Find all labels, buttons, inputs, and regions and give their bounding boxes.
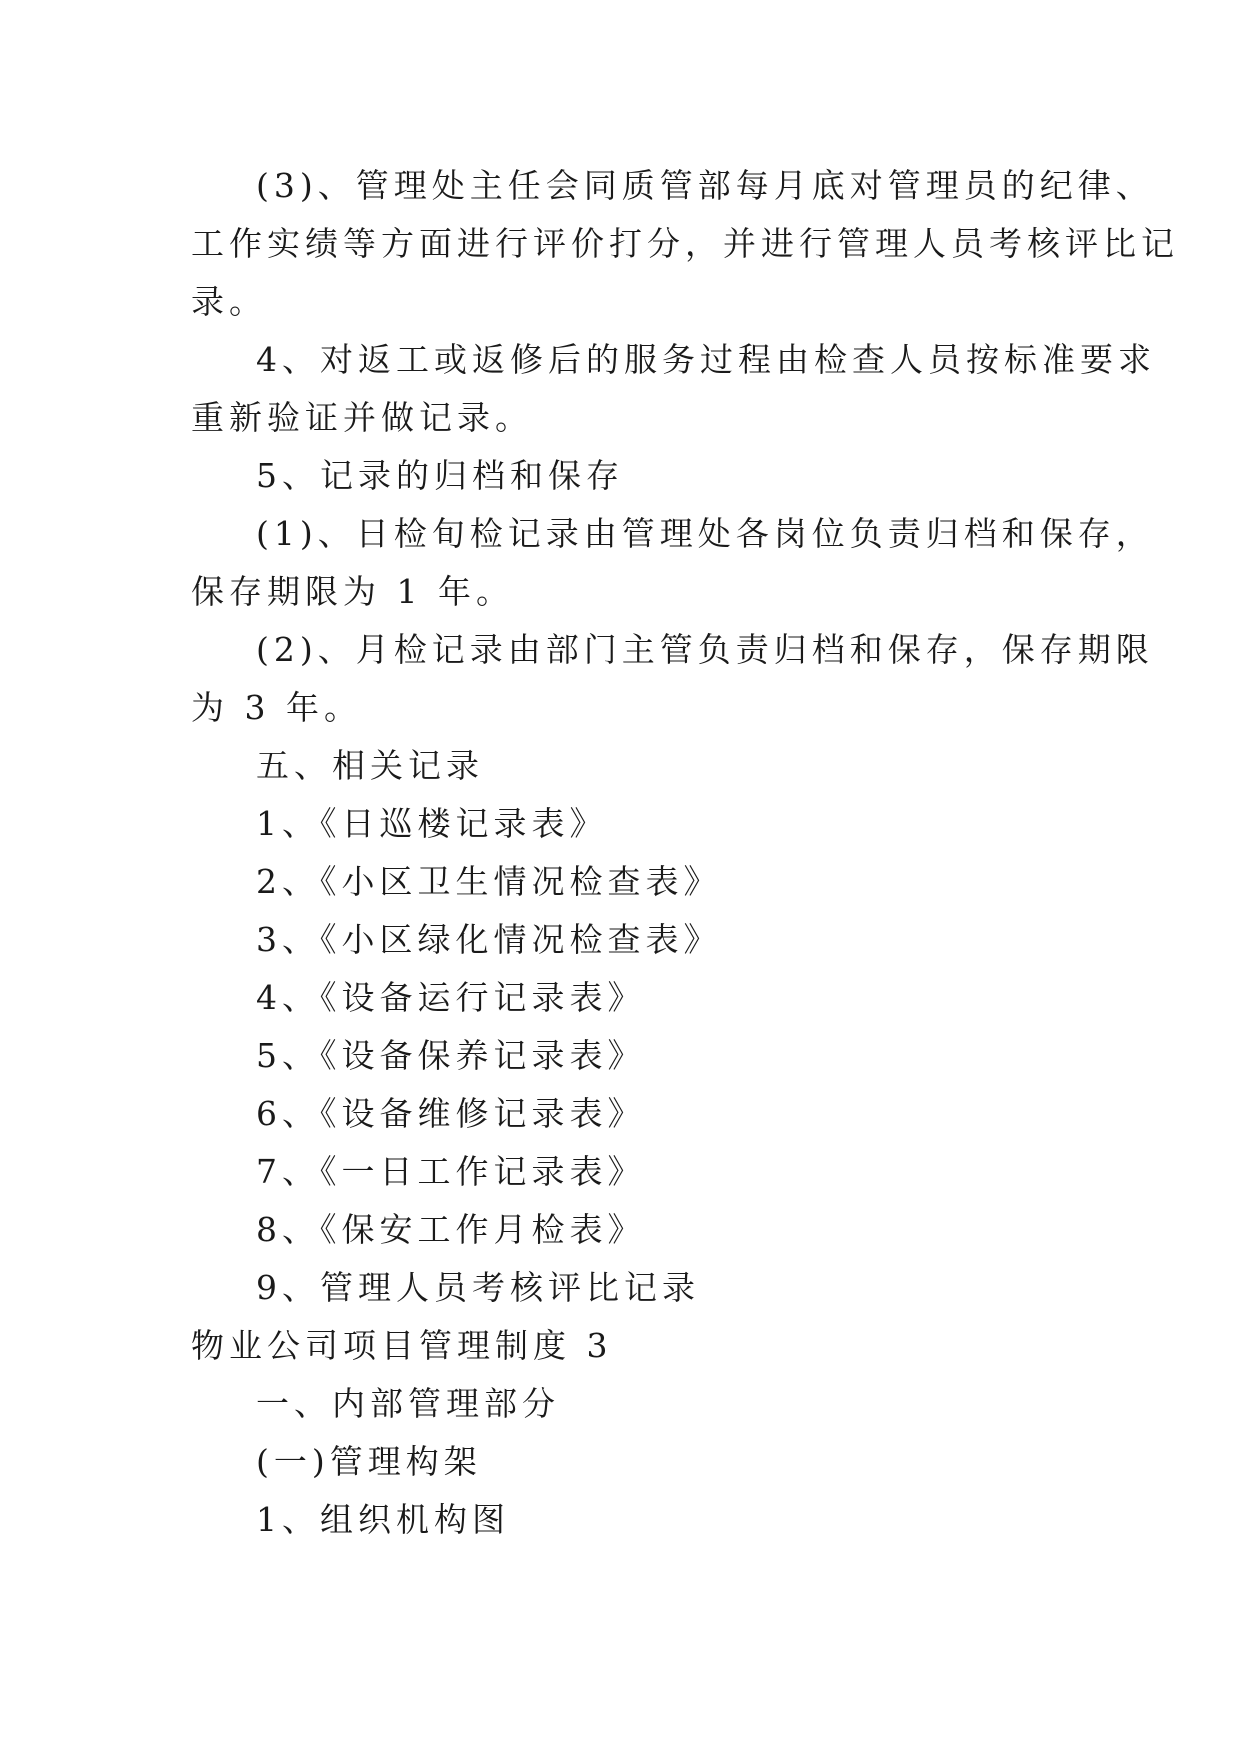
- paragraph-line: (2)、月检记录由部门主管负责归档和保存，保存期限: [256, 630, 1154, 669]
- section-heading: 5、记录的归档和保存: [256, 456, 624, 495]
- section-heading: 五、相关记录: [256, 746, 484, 785]
- paragraph-line: 工作实绩等方面进行评价打分，并进行管理人员考核评比记: [191, 224, 1179, 263]
- list-item: 6、《设备维修记录表》: [256, 1094, 646, 1133]
- list-item: 4、《设备运行记录表》: [256, 978, 646, 1017]
- paragraph-line: (3)、管理处主任会同质管部每月底对管理员的纪律、: [256, 166, 1154, 205]
- paragraph-line: 保存期限为 1 年。: [191, 572, 514, 611]
- list-item: 1、《日巡楼记录表》: [256, 804, 608, 843]
- list-item: 1、组织机构图: [256, 1500, 510, 1539]
- paragraph-line: 4、对返工或返修后的服务过程由检查人员按标准要求: [256, 340, 1156, 379]
- list-item: 2、《小区卫生情况检查表》: [256, 862, 722, 901]
- list-item: 5、《设备保养记录表》: [256, 1036, 646, 1075]
- list-item: 8、《保安工作月检表》: [256, 1210, 646, 1249]
- paragraph-line: 录。: [191, 282, 267, 321]
- list-item: 9、管理人员考核评比记录: [256, 1268, 700, 1307]
- subsection-heading: (一)管理构架: [256, 1442, 482, 1481]
- document-title: 物业公司项目管理制度 3: [191, 1326, 613, 1365]
- list-item: 3、《小区绿化情况检查表》: [256, 920, 722, 959]
- section-heading: 一、内部管理部分: [256, 1384, 560, 1423]
- paragraph-line: 为 3 年。: [191, 688, 362, 727]
- list-item: 7、《一日工作记录表》: [256, 1152, 646, 1191]
- paragraph-line: 重新验证并做记录。: [191, 398, 533, 437]
- paragraph-line: (1)、日检旬检记录由管理处各岗位负责归档和保存，: [256, 514, 1154, 553]
